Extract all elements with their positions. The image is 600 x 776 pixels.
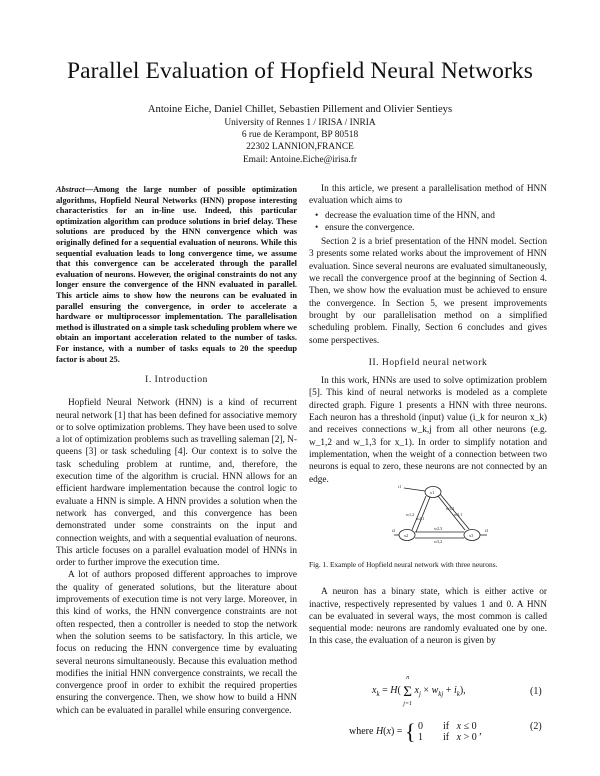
- weight-label: w3,1: [454, 512, 463, 517]
- weight-label: w1,2: [406, 512, 415, 517]
- intro-paragraph-2: A lot of authors proposed different approaches to improve the quality of generated solutions, but the literature about improvements of execution time is not very large. Moreover, in this kind of works, the HNN convergence constraints are not often respected, then a controller is needed to stop the network when the solution seems to be satisfactory. In this article, we focus on reducing the HNN convergence time by evaluating several neurons simultaneously. Because this evaluation method modifies the initial HNN convergence constraints, we recall the convergence proof in order to exhibit the required properties ensuring the convergence. Then, we show how to build a HNN which can be evaluated in parallel while ensuring convergence.: [56, 570, 297, 716]
- weight-label: w3,2: [434, 539, 443, 544]
- authors: Antoine Eiche, Daniel Chillet, Sebastien Pillement and Olivier Sentieys: [147, 104, 453, 115]
- aims-list: [309, 210, 547, 235]
- input-label: i2: [392, 528, 396, 533]
- node-label: x1: [430, 490, 435, 495]
- intro-heading: I. Introduction: [145, 375, 208, 385]
- right-paragraph-3: In this work, HNNs are used to solve optimization problem [5]. This kind of neural networks is modeled as a complete directed graph. Figure 1 presents a HNN with three neurons. Each neuron has a threshold (input) value (i_k for neuron x_k) and receives connections w_k,j from all other neurons (e.g. w_1,2 and w_1,3 for x_1). In order to simplify notation and implementation, when the weight of a connection between two neurons is equal to zero, these neurons are not connected by an edge.: [309, 376, 547, 485]
- node-label: x2: [404, 533, 409, 538]
- abstract: Abstract—Among the large number of possible optimization algorithms, Hopfield Neural Networks (HNN) propose interesting characteristics for an in-line use. Indeed, this particular optimization algorithm can produce solutions in brief delay. These solutions are produced by the HNN convergence which was originally defined for a sequential evaluation of neurons. While this sequential evaluation leads to long convergence time, we assume that this convergence can be accelerated through the parallel evaluation of neurons. However, the original constraints do not any longer ensure the convergence of the HNN evaluated in parallel. This article aims to show how the neurons can be evaluated in parallel ensuring the convergence, in order to accelerate a hardware or multiprocessor implementation. The parallelisation method is illustrated on a simple task scheduling problem where we obtain an important acceleration related to the number of tasks. For instance, with a number of tasks equals to 20 the speedup factor is about 25.: [56, 185, 297, 364]
- right-column-top: [309, 183, 547, 486]
- equation-2-number: (2): [530, 721, 542, 732]
- node-label: x3: [469, 533, 474, 538]
- right-paragraph-2: Section 2 is a brief presentation of the HNN model. Section 3 presents some related works about the improvement of HNN evaluation. Since several neurons are evaluated simultaneously, we recall the convergence proof at the beginning of Section 4. Then, we show how the evaluation must be achieved to ensure the convergence. In Section 5, we present improvements brought by our parallelisation method on a simplified scheduling problem. Finally, Section 6 concludes and gives some perspectives.: [309, 237, 547, 346]
- aims-item: • decrease the evaluation time of the HNN, and: [325, 210, 547, 222]
- right-paragraph-1: In this article, we present a parallelisation method of HNN evaluation which aims to: [309, 184, 547, 207]
- input-label: i1: [398, 484, 402, 489]
- input-label: i3: [485, 528, 489, 533]
- equation-1: $x_k = H$( Σ n j=1 $x_j \times w_{kj} + i_k$),: [372, 675, 466, 707]
- weight-label: w2,3: [434, 526, 443, 531]
- equation-1-number: (1): [530, 686, 542, 697]
- right-paragraph-4: A neuron has a binary state, which is either active or inactive, respectively represented by values 1 and 0. A HNN can be evaluated in several ways, the most common is called sequential mode: neurons are randomly evaluated one by one. In this case, the evaluation of a neuron is given by: [309, 587, 547, 647]
- aims-item: • ensure the convergence.: [325, 222, 547, 234]
- hnn-figure: [392, 480, 492, 550]
- weight-label: w1,3: [446, 506, 455, 511]
- hnn-heading: II. Hopfield neural network: [368, 357, 488, 368]
- intro-paragraph-1: Hopfield Neural Network (HNN) is a kind of recurrent neural network [1] that has been defined for associative memory or to solve optimization problems. They have been used to solve a lot of optimization problems such as travelling saleman [2], N-queens [3] or task scheduling [4]. Our context is to solve the task scheduling problem at runtime, and, therefore, the execution time of the algorithm is crucial. HNN allows for an efficient hardware implementation because the control logic to evaluate a HNN is simple. A HNN provides a solution when the network has converged, and this convergence has been demonstrated under some constraints on the input and connection weights, and with a sequential evaluation of neurons. This article focuses on a parallel evaluation model of HNNs in order to further improve the execution time.: [56, 398, 297, 569]
- section-introduction: [56, 374, 297, 717]
- equation-2: where H(x) = { 0 if x ≤ 0 1 if x > 0 ,: [349, 719, 482, 744]
- affiliation: University of Rennes 1 / IRISA / INRIA 6 rue de Kerampont, BP 80518 22302 LANNION,FRANCE Email: Antoine.Eiche@irisa.fr: [224, 118, 376, 165]
- figure-caption: Fig. 1. Example of Hopfield neural network with three neurons.: [309, 560, 498, 569]
- right-column-bottom: [309, 559, 547, 648]
- paper-title: Parallel Evaluation of Hopfield Neural Networks: [66, 58, 534, 84]
- weight-label: w2,1: [416, 516, 425, 521]
